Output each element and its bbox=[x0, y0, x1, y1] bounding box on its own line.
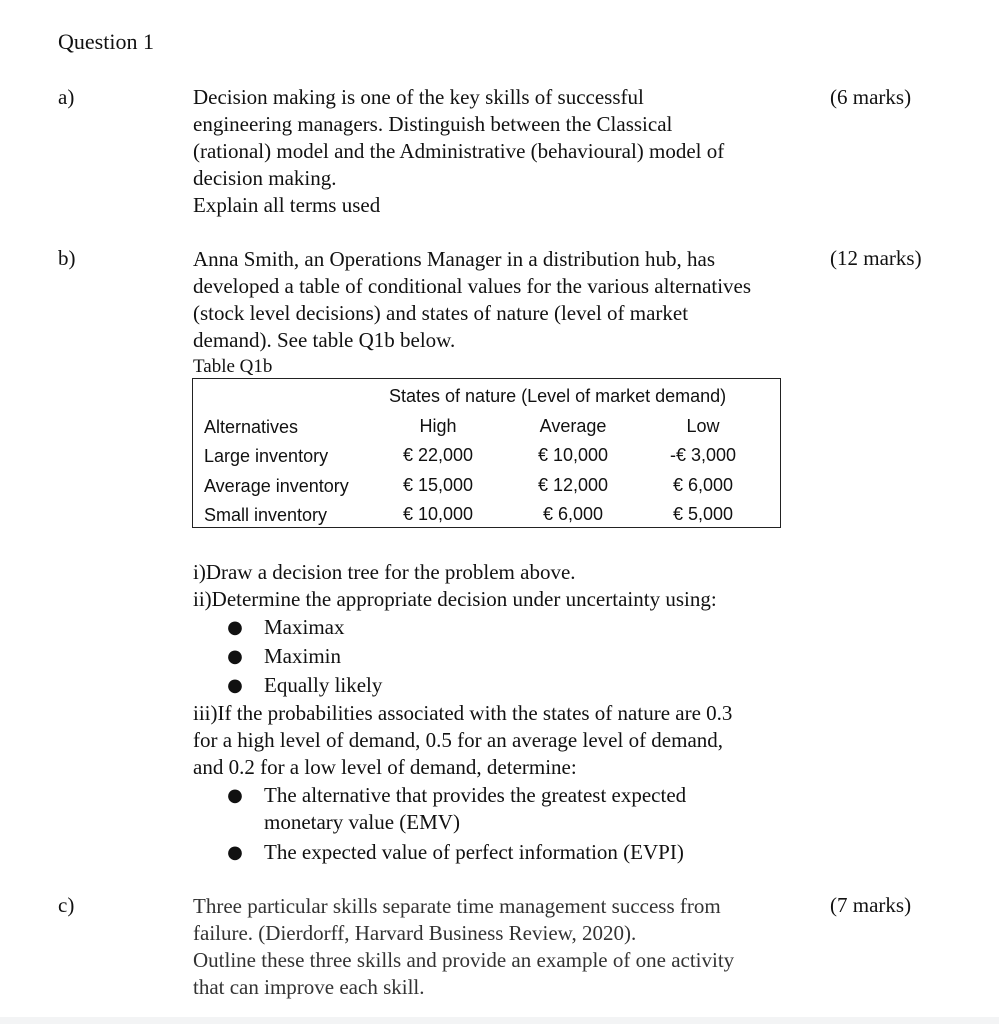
part-c-marks: (7 marks) bbox=[830, 893, 912, 917]
table-col-low: Low bbox=[686, 416, 720, 436]
part-c-label: c) bbox=[58, 893, 75, 917]
part-c-text bbox=[193, 893, 813, 1001]
table-row-alt: Small inventory bbox=[204, 505, 328, 525]
table-states-header: States of nature (Level of market demand) bbox=[389, 386, 727, 406]
part-b-line: Anna Smith, an Operations Manager in a distribution hub, has bbox=[193, 247, 715, 271]
table-cell-average: € 10,000 bbox=[537, 445, 609, 465]
bullet-icon: ● bbox=[227, 617, 243, 638]
table-cell-average: € 12,000 bbox=[537, 475, 609, 495]
table-cell-low: € 5,000 bbox=[672, 504, 734, 524]
emv-line: monetary value (EMV) bbox=[264, 810, 460, 834]
question-title: Question 1 bbox=[58, 29, 154, 54]
emv-line: The alternative that provides the greatest expected bbox=[264, 783, 687, 807]
bullet-icon: ● bbox=[227, 785, 243, 806]
part-a-line: Decision making is one of the key skills of successful bbox=[193, 85, 644, 109]
bullet-icon: ● bbox=[227, 646, 243, 667]
table-col-alternatives: Alternatives bbox=[204, 417, 299, 437]
sub-question-ii: ii)Determine the appropriate decision under uncertainty using: bbox=[193, 587, 717, 611]
part-b-marks: (12 marks) bbox=[830, 246, 922, 270]
part-b-label: b) bbox=[58, 246, 76, 270]
bullet-text: The expected value of perfect information (EVPI) bbox=[264, 840, 684, 864]
sub-iii-line: for a high level of demand, 0.5 for an average level of demand, bbox=[193, 728, 724, 752]
part-c-line: that can improve each skill. bbox=[193, 975, 425, 999]
sub-iii-line: iii)If the probabilities associated with the states of nature are 0.3 bbox=[193, 701, 733, 725]
part-a-marks: (6 marks) bbox=[830, 85, 912, 109]
table-cell-low: € 6,000 bbox=[672, 475, 734, 495]
table-cell-high: € 15,000 bbox=[402, 475, 474, 495]
part-c-line: Three particular skills separate time management success from bbox=[193, 894, 721, 918]
part-b-line: (stock level decisions) and states of nature (level of market bbox=[193, 301, 689, 325]
table-row-alt: Large inventory bbox=[204, 446, 329, 466]
part-a-line: engineering managers. Distinguish between the Classical bbox=[193, 112, 673, 136]
bullet-text: Maximin bbox=[264, 644, 341, 668]
part-a-line: (rational) model and the Administrative (behavioural) model of bbox=[193, 139, 725, 163]
part-b-line: developed a table of conditional values for the various alternatives bbox=[193, 274, 752, 298]
bullet-text: Equally likely bbox=[264, 673, 383, 697]
table-cell-high: € 22,000 bbox=[402, 445, 474, 465]
part-b-line: demand). See table Q1b below. bbox=[193, 328, 456, 352]
part-a-label: a) bbox=[58, 85, 75, 109]
part-a-text bbox=[193, 84, 813, 219]
bullet-text-emv bbox=[264, 782, 809, 836]
bullet-icon: ● bbox=[227, 842, 243, 863]
bullet-text: Maximax bbox=[264, 615, 345, 639]
part-b-intro bbox=[193, 246, 809, 354]
table-col-high: High bbox=[419, 416, 457, 436]
bullet-icon: ● bbox=[227, 675, 243, 696]
part-a-line: Explain all terms used bbox=[193, 193, 381, 217]
sub-iii-line: and 0.2 for a low level of demand, determine: bbox=[193, 755, 577, 779]
sub-question-iii bbox=[193, 700, 809, 781]
table-q1b bbox=[192, 378, 781, 528]
table-cell-average: € 6,000 bbox=[542, 504, 604, 524]
part-c-line: failure. (Dierdorff, Harvard Business Review, 2020). bbox=[193, 921, 637, 945]
part-c-line: Outline these three skills and provide an example of one activity bbox=[193, 948, 735, 972]
part-a-line: decision making. bbox=[193, 166, 337, 190]
table-col-average: Average bbox=[539, 416, 607, 436]
table-row-alt: Average inventory bbox=[204, 476, 349, 496]
table-cell-high: € 10,000 bbox=[402, 504, 474, 524]
sub-question-i: i)Draw a decision tree for the problem above. bbox=[193, 560, 576, 584]
page-bottom-divider bbox=[0, 1017, 999, 1024]
table-cell-low: -€ 3,000 bbox=[669, 445, 737, 465]
table-caption: Table Q1b bbox=[193, 356, 273, 377]
